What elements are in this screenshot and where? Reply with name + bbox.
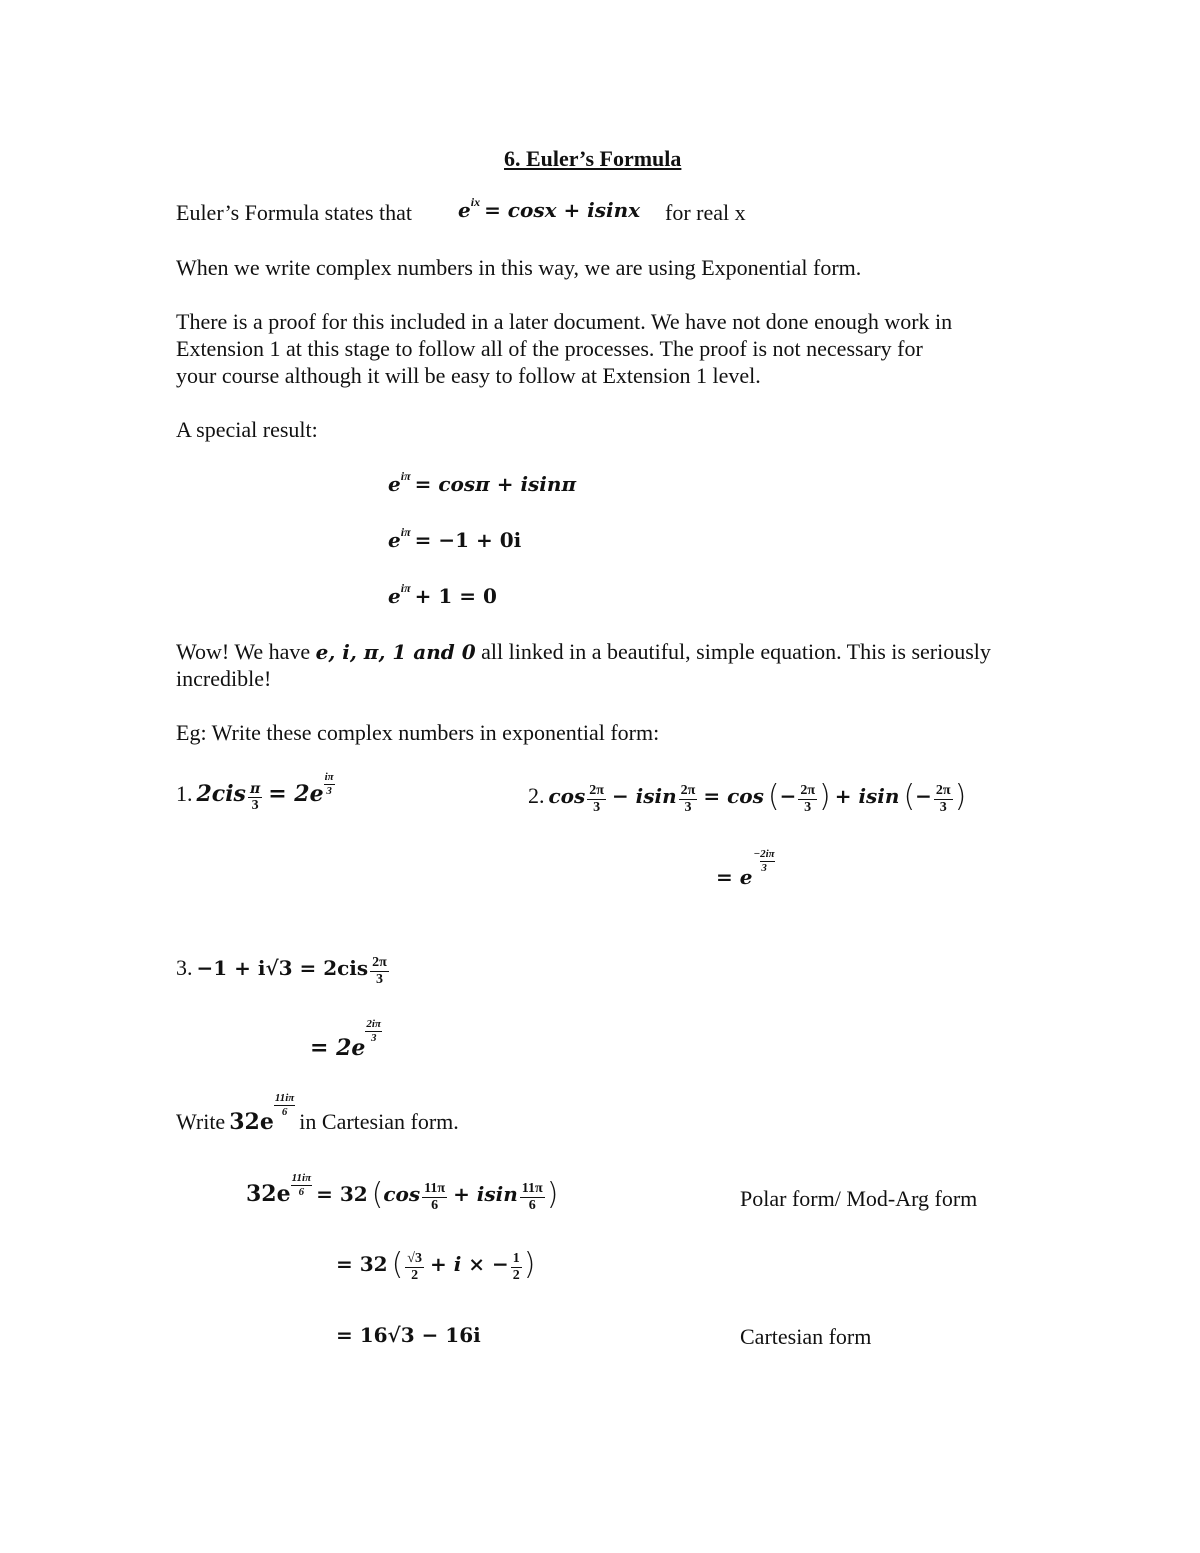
label-cartesian-form: Cartesian form (740, 1324, 872, 1349)
para-exponential-form: When we write complex numbers in this way, we are using Exponential form. (176, 255, 862, 280)
work-line-3: = 16√3 − 16i (336, 1323, 481, 1347)
page-title: 6. Euler’s Formula (504, 146, 682, 171)
special-eq-3: $e^{i\pi} + 1 = 0$ (388, 581, 497, 608)
label-polar-form: Polar form/ Mod-Arg form (740, 1186, 978, 1211)
euler-formula: $e^{ix} = \cos x + isinx$ (458, 195, 641, 222)
work-line-2: = 32 ( $\frac{√3}{2}$ + i × − $\frac{1}{2}$ ) (336, 1247, 536, 1283)
example-2: 2. cos $\frac{2\pi}{3}$ − isin $\frac{2\pi}{3}$ = cos (− $\frac{2\pi}{3}$ ) + isin (− $\frac{2\pi}{3}$ ) (528, 779, 967, 815)
para-proof-line3: your course although it will be easy to follow at Extension 1 level. (176, 363, 761, 388)
example-3-result: = 2e $\frac{2i\pi}{3}$ (310, 1018, 381, 1061)
wow-line1: Wow! We have e, i, π, 1 and 0 all linked in a beautiful, simple equation. This is seriously (176, 639, 991, 664)
para-proof-line1: There is a proof for this included in a later document. We have not done enough work in (176, 309, 953, 334)
eg-label: Eg: Write these complex numbers in exponential form: (176, 720, 660, 745)
example-3: 3. −1 + i√3 = 2cis $\frac{2\pi}{3}$ (176, 954, 387, 987)
example-2-result: = e −2iπ 3 (716, 848, 775, 889)
para-proof-line2: Extension 1 at this stage to follow all of the processes. The proof is not necessary for (176, 336, 923, 361)
work-line-1: 32e $\frac{11i\pi}{6}$ = 32 (cos $\frac{11\pi}{6}$ + isin $\frac{11\pi}{6}$ ) (246, 1172, 559, 1213)
example-1: 1. 2cis $\frac{\pi}{3}$ = 2e $\frac{i\pi}{3}$ (176, 770, 334, 813)
wow-line2: incredible! (176, 666, 272, 691)
special-eq-1: $e^{i\pi} = \cos\pi + isin\pi$ (388, 469, 577, 496)
special-label: A special result: (176, 417, 318, 442)
intro-lead: Euler’s Formula states that (176, 200, 413, 225)
cartesian-question: Write 32e $\frac{11i\pi}{6}$ in Cartesian form. (176, 1092, 459, 1135)
special-eq-2: $e^{i\pi} = -1 + 0i$ (388, 525, 522, 552)
intro-tail: for real x (665, 200, 746, 225)
